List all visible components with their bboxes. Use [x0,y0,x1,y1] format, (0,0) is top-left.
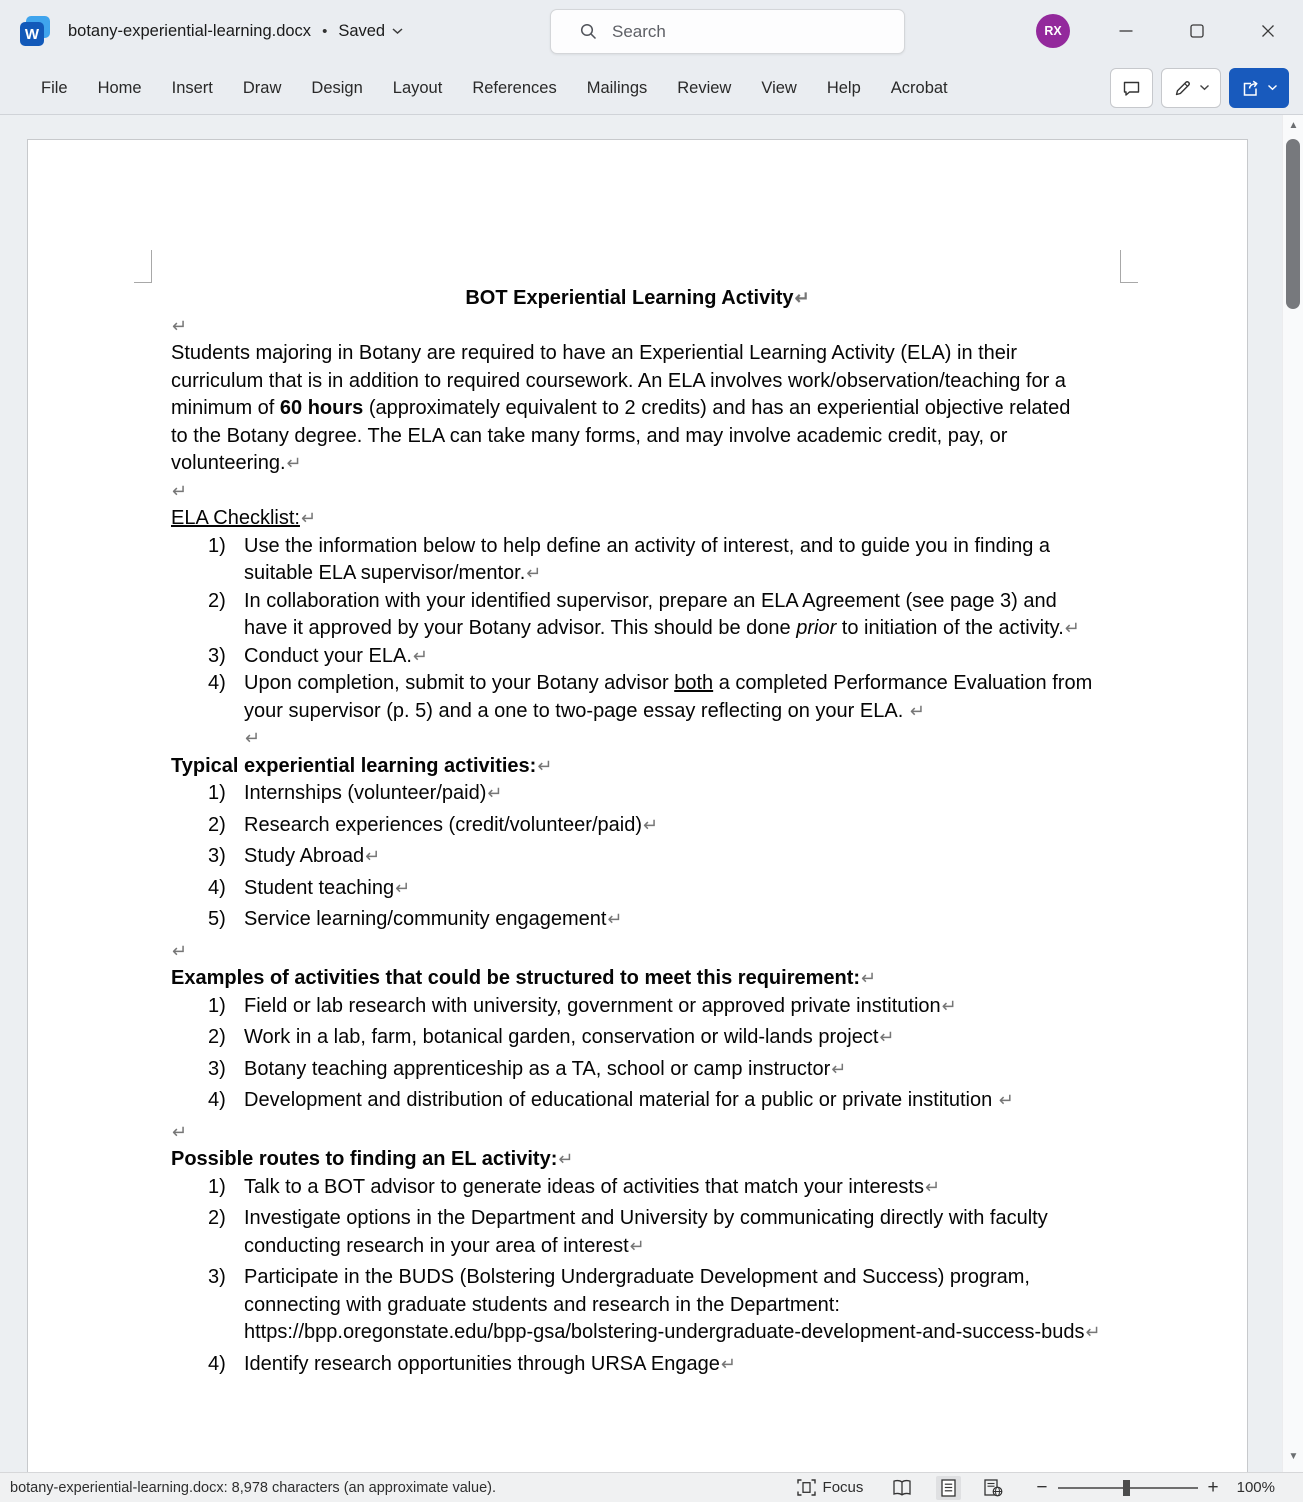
doc-list [171,1174,1104,1379]
empty-paragraph[interactable] [171,478,1104,506]
paragraph-mark: ↵ [607,909,623,929]
text-run: Service learning/community engagement [244,908,607,930]
paragraph[interactable] [171,340,1076,478]
empty-paragraph[interactable] [171,1119,1104,1147]
chevron-down-icon [391,27,404,36]
word-icon-letter: W [20,22,44,46]
list-item[interactable] [208,1056,1104,1084]
close-icon [1261,24,1275,38]
text-run: Development and distribution of educational material for a public or private institution [244,1089,998,1111]
paragraph-mark: ↵ [526,563,542,583]
list-number: 5) [208,908,226,930]
list-number: 2) [208,813,226,836]
tab-references[interactable]: References [457,62,571,114]
list-item[interactable] [208,993,1104,1021]
text-run: Conduct your ELA. [244,644,412,667]
text-run: Upon completion, submit to your Botany advisor [244,672,675,694]
save-status-label: Saved [338,21,386,40]
ribbon-right-controls [1110,68,1289,108]
empty-paragraph[interactable] [171,938,1104,966]
text-run: prior [796,617,837,639]
zoom-slider[interactable] [1058,1479,1198,1497]
text-run: Investigate options in the Department and University by communicating directly with faculty conducting research in your area of interest [244,1207,1048,1257]
zoom-slider-thumb[interactable] [1123,1480,1130,1496]
list-item[interactable] [208,843,1104,871]
paragraph-mark: ↵ [794,288,810,308]
text-run: Identify research opportunities through URSA Engage [244,1352,720,1375]
close-button[interactable] [1232,0,1303,62]
empty-paragraph[interactable] [171,313,1104,341]
list-item[interactable] [208,1264,1104,1347]
empty-paragraph[interactable] [171,725,1104,753]
tab-file[interactable]: File [26,62,83,114]
paragraph-mark: ↵ [365,846,381,866]
paragraph-mark: ↵ [172,315,188,336]
scrollbar-thumb[interactable] [1286,139,1300,309]
text-run: Possible routes to finding an EL activity: [171,1148,558,1170]
text-run: Talk to a BOT advisor to generate ideas of activities that match your interests [244,1175,924,1198]
doc-list [171,993,1104,1115]
filename-save-separator: • [322,22,328,40]
paragraph-mark: ↵ [879,1027,895,1047]
paragraph-mark: ↵ [831,1058,847,1079]
pencil-icon [1172,78,1193,99]
maximize-icon [1190,24,1204,38]
zoom-level[interactable]: 100% [1236,1479,1275,1496]
text-run: Study Abroad [244,845,365,867]
text-run: Typical experiential learning activities: [171,754,537,777]
text-run: BOT Experiential Learning Activity [465,287,794,309]
list-number: 3) [208,845,226,867]
tab-help[interactable]: Help [812,62,876,114]
tab-acrobat[interactable]: Acrobat [876,62,963,114]
tab-layout[interactable]: Layout [378,62,458,114]
paragraph-mark: ↵ [537,755,553,776]
list-item[interactable] [208,780,1104,808]
text-run: Botany teaching apprenticeship as a TA, school or camp instructor [244,1057,831,1080]
text-run: Internships (volunteer/paid) [244,782,487,804]
document-title[interactable] [171,285,1104,313]
print-layout-icon [941,1479,956,1497]
text-run: Examples of activities that could be structured to meet this requirement: [171,967,861,989]
paragraph[interactable] [171,1146,1076,1174]
list-item[interactable] [208,906,1104,934]
tab-design[interactable]: Design [296,62,377,114]
comments-button[interactable] [1110,68,1153,108]
paragraph-mark: ↵ [286,453,302,473]
paragraph-mark: ↵ [172,1121,188,1142]
paragraph-mark: ↵ [941,995,957,1016]
tab-home[interactable]: Home [83,62,157,114]
paragraph[interactable] [171,965,1076,993]
focus-mode-button[interactable] [792,1476,869,1499]
read-mode-button[interactable] [886,1476,918,1499]
ribbon-tabs [26,62,963,114]
document-text[interactable] [28,140,1247,1378]
print-layout-button[interactable] [936,1476,961,1500]
list-item[interactable] [208,1174,1104,1202]
list-item[interactable] [208,533,1104,588]
list-item[interactable] [208,1024,1104,1052]
list-number: 4) [208,1089,226,1111]
zoom-controls [1036,1478,1275,1497]
search-icon [579,22,598,41]
paragraph-mark: ↵ [909,700,925,721]
margin-crop-mark-right [1120,250,1138,283]
chevron-down-icon [1267,84,1278,92]
list-number: 2) [208,1026,226,1048]
tab-mailings[interactable]: Mailings [572,62,663,114]
web-layout-button[interactable] [979,1476,1008,1500]
paragraph-mark: ↵ [720,1353,736,1374]
paragraph[interactable] [171,753,1076,781]
list-number: 4) [208,1352,226,1375]
text-run: 60 hours [279,397,364,419]
list-number: 1) [208,994,226,1017]
chevron-down-icon [1199,84,1210,92]
list-item[interactable] [208,1205,1104,1260]
web-layout-icon [984,1479,1003,1497]
paragraph-mark: ↵ [245,728,261,748]
list-number: 1) [208,534,226,557]
text-run: In collaboration with your identified supervisor, prepare an ELA Agreement (see page 3) and have it approved by your Botany advisor. This should be done [244,589,1057,639]
paragraph-mark: ↵ [642,814,659,835]
list-number: 2) [208,1207,226,1229]
list-number: 2) [208,589,226,612]
paragraph-mark: ↵ [300,508,317,528]
list-item[interactable] [208,812,1104,840]
paragraph[interactable] [171,505,1076,533]
margin-crop-mark-left [134,250,152,283]
share-button[interactable] [1229,68,1289,108]
search-input[interactable] [550,9,905,54]
avatar[interactable]: RX [1036,14,1070,48]
tab-insert[interactable]: Insert [157,62,228,114]
paragraph-mark: ↵ [629,1235,645,1256]
list-number: 3) [208,1266,226,1288]
paragraph-mark: ↵ [1085,1322,1101,1342]
paragraph-mark: ↵ [395,877,411,898]
zoom-in-button[interactable]: + [1207,1477,1219,1498]
text-run: (approximately equivalent to 2 credits) and has an experiential objective related to the Botany degree. The ELA can take many forms, and may involve academic credit, pay, or volunteering. [171,397,1071,474]
word-app-icon[interactable] [20,16,50,46]
share-icon [1240,79,1261,98]
status-bar-right [792,1476,1275,1500]
search-placeholder: Search [612,21,666,41]
vertical-scrollbar[interactable] [1282,115,1303,1472]
list-item[interactable] [208,1351,1104,1379]
list-item[interactable] [208,643,1104,671]
document-filename: botany-experiential-learning.docx [68,21,312,40]
list-item[interactable] [208,588,1104,643]
doc-list [171,780,1104,934]
list-number: 4) [208,672,226,694]
document-statistics[interactable]: botany-experiential-learning.docx: 8,978 characters (an approximate value). [10,1479,497,1496]
list-number: 1) [208,1175,226,1198]
maximize-button[interactable] [1161,0,1232,62]
document-page[interactable] [27,139,1248,1472]
text-run: a completed Performance Evaluation from your supervisor (p. 5) and a one to two-page essay reflecting on your ELA. [244,672,1093,722]
ribbon-tab-bar [0,62,1303,115]
text-run: ELA Checklist: [171,507,300,529]
document-area [0,115,1303,1472]
paragraph-mark: ↵ [861,968,877,988]
list-number: 4) [208,876,226,899]
list-item[interactable] [208,670,1104,725]
tab-review[interactable]: Review [662,62,746,114]
text-run: Use the information below to help define an activity of interest, and to guide you in finding a suitable ELA supervisor/mentor. [244,534,1051,584]
status-bar [0,1472,1303,1502]
text-run: Participate in the BUDS (Bolstering Undergraduate Development and Success) program, connecting with graduate students and research in the Department: https://bpp.oregonstate.edu/bpp-gsa/bolstering-undergraduate-development-and-success-buds [244,1266,1085,1343]
titlebar [0,0,1303,62]
tab-draw[interactable]: Draw [228,62,297,114]
text-run: Field or lab research with university, government or approved private institution [244,994,941,1017]
doc-list [171,533,1104,726]
paragraph-mark: ↵ [172,940,188,961]
titlebar-right [1036,0,1303,62]
scroll-down-arrow-icon[interactable]: ▼ [1283,1448,1303,1464]
list-item[interactable] [208,875,1104,903]
list-item[interactable] [208,1087,1104,1115]
paragraph-mark: ↵ [487,783,503,803]
editing-mode-button[interactable] [1161,68,1221,108]
text-run: Research experiences (credit/volunteer/paid) [244,813,642,836]
list-number: 3) [208,644,226,667]
focus-label: Focus [822,1479,864,1496]
focus-icon [797,1479,816,1496]
list-number: 3) [208,1057,226,1080]
text-run: Student teaching [244,876,395,899]
text-run: to initiation of the activity. [836,617,1064,639]
paragraph-mark: ↵ [1064,618,1080,638]
read-mode-book-icon [891,1479,913,1496]
minimize-button[interactable] [1090,0,1161,62]
titlebar-left [0,16,404,46]
paragraph-mark: ↵ [412,645,428,666]
comment-icon [1121,78,1142,99]
text-run: both [674,672,714,694]
minimize-icon [1119,24,1133,38]
zoom-out-button[interactable]: − [1036,1477,1048,1498]
paragraph-mark: ↵ [924,1176,941,1197]
text-run: Work in a lab, farm, botanical garden, conservation or wild-lands project [244,1026,879,1048]
paragraph-mark: ↵ [172,480,188,501]
list-number: 1) [208,782,226,804]
paragraph-mark: ↵ [998,1090,1014,1110]
scroll-up-arrow-icon[interactable]: ▲ [1283,117,1303,133]
tab-view[interactable]: View [746,62,811,114]
text-run: Students majoring in Botany are required to have an Experiential Learning Activity (ELA) in their curriculum that is in addition to required coursework. An ELA involves work/observation/teaching for a minimum of [171,342,1066,419]
paragraph-mark: ↵ [558,1149,574,1169]
save-status[interactable] [338,22,404,41]
